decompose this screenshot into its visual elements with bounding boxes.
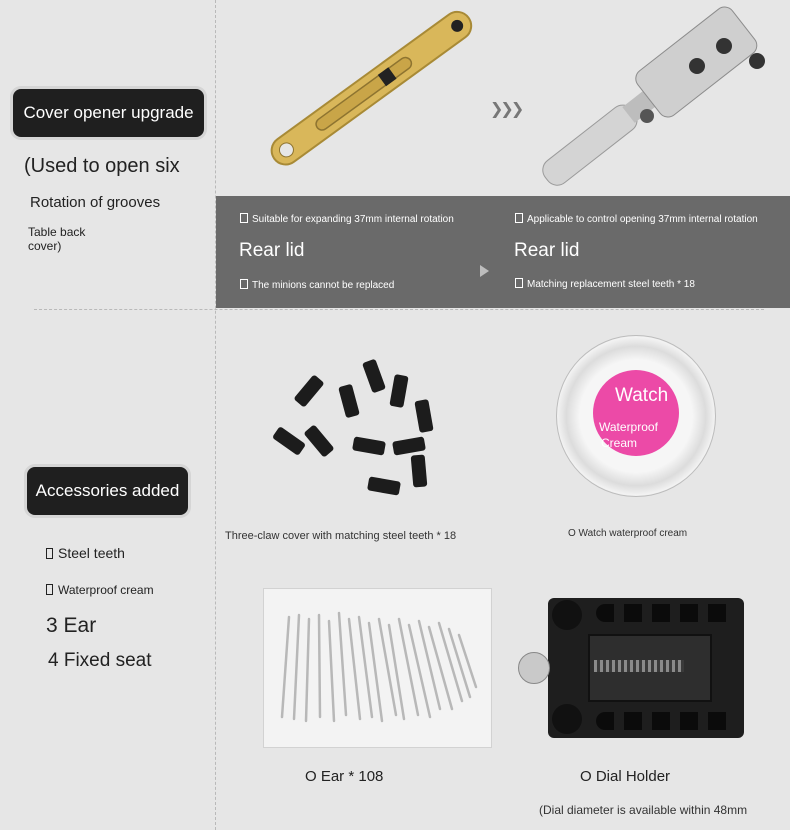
wing-nut-icon [518, 652, 550, 684]
holder-hole-row-top [596, 604, 736, 622]
checkbox-icon [240, 213, 248, 223]
arrow-right-icon: ❯❯❯ [490, 101, 522, 118]
cream-label-cream: Cream [601, 436, 638, 450]
silver-opener-image [512, 6, 782, 191]
holder-hole-row-bottom [596, 712, 736, 730]
accessory-item-seat: 4 Fixed seat [48, 650, 152, 671]
holder-knob-bottom [552, 704, 582, 734]
triangle-arrow-icon [480, 265, 489, 277]
vertical-divider [215, 0, 216, 830]
accessory-item-ear: 3 Ear [46, 614, 97, 637]
usage-line-3b: cover) [28, 239, 62, 253]
horizontal-divider [34, 309, 764, 310]
cream-caption: O Watch waterproof cream [568, 528, 688, 539]
accessory-label: Steel teeth [58, 545, 125, 561]
checkbox-icon [46, 584, 53, 595]
accessory-label: Waterproof cream [58, 583, 154, 597]
ear-caption: O Ear * 108 [305, 768, 384, 785]
feature-text: Applicable to control opening 37mm internal rotation [527, 214, 758, 225]
accessory-item-steel-teeth [46, 545, 125, 561]
left-title: Rear lid [239, 240, 305, 261]
checkbox-icon [240, 279, 248, 289]
teeth-caption: Three-claw cover with matching steel teeth * 18 [225, 530, 457, 542]
dial-holder-image [548, 598, 744, 738]
left-feature-top [240, 213, 454, 225]
spring-bars-pattern [264, 589, 491, 747]
feature-text: The minions cannot be replaced [252, 280, 395, 291]
upgrade-badge: Cover opener upgrade [13, 89, 204, 137]
accessories-badge: Accessories added [27, 467, 188, 515]
cream-jar-image [556, 335, 716, 497]
right-title: Rear lid [514, 240, 580, 261]
gold-opener-image [250, 2, 495, 177]
checkbox-icon [515, 278, 523, 288]
usage-line-2: Rotation of grooves [30, 194, 161, 211]
right-feature-top [515, 213, 758, 225]
usage-line-3a: Table back [28, 225, 86, 239]
cream-label-waterproof: Waterproof [599, 420, 658, 434]
left-feature-bottom [240, 279, 394, 291]
usage-line-1: (Used to open six [24, 155, 180, 177]
cream-label-watch: Watch [615, 385, 669, 406]
checkbox-icon [515, 213, 523, 223]
checkbox-icon [46, 548, 53, 559]
right-feature-bottom [515, 278, 695, 290]
feature-text: Matching replacement steel teeth * 18 [527, 279, 695, 290]
accessory-item-cream [46, 583, 154, 597]
holder-spring [594, 660, 684, 672]
holder-knob-top [552, 600, 582, 630]
cream-label [593, 370, 679, 456]
steel-teeth-image [232, 330, 472, 510]
holder-note: (Dial diameter is available within 48mm [539, 803, 748, 817]
comparison-banner [216, 196, 790, 308]
spring-bars-bag-image [263, 588, 492, 748]
feature-text: Suitable for expanding 37mm internal rotation [252, 214, 454, 225]
holder-caption: O Dial Holder [580, 768, 671, 785]
